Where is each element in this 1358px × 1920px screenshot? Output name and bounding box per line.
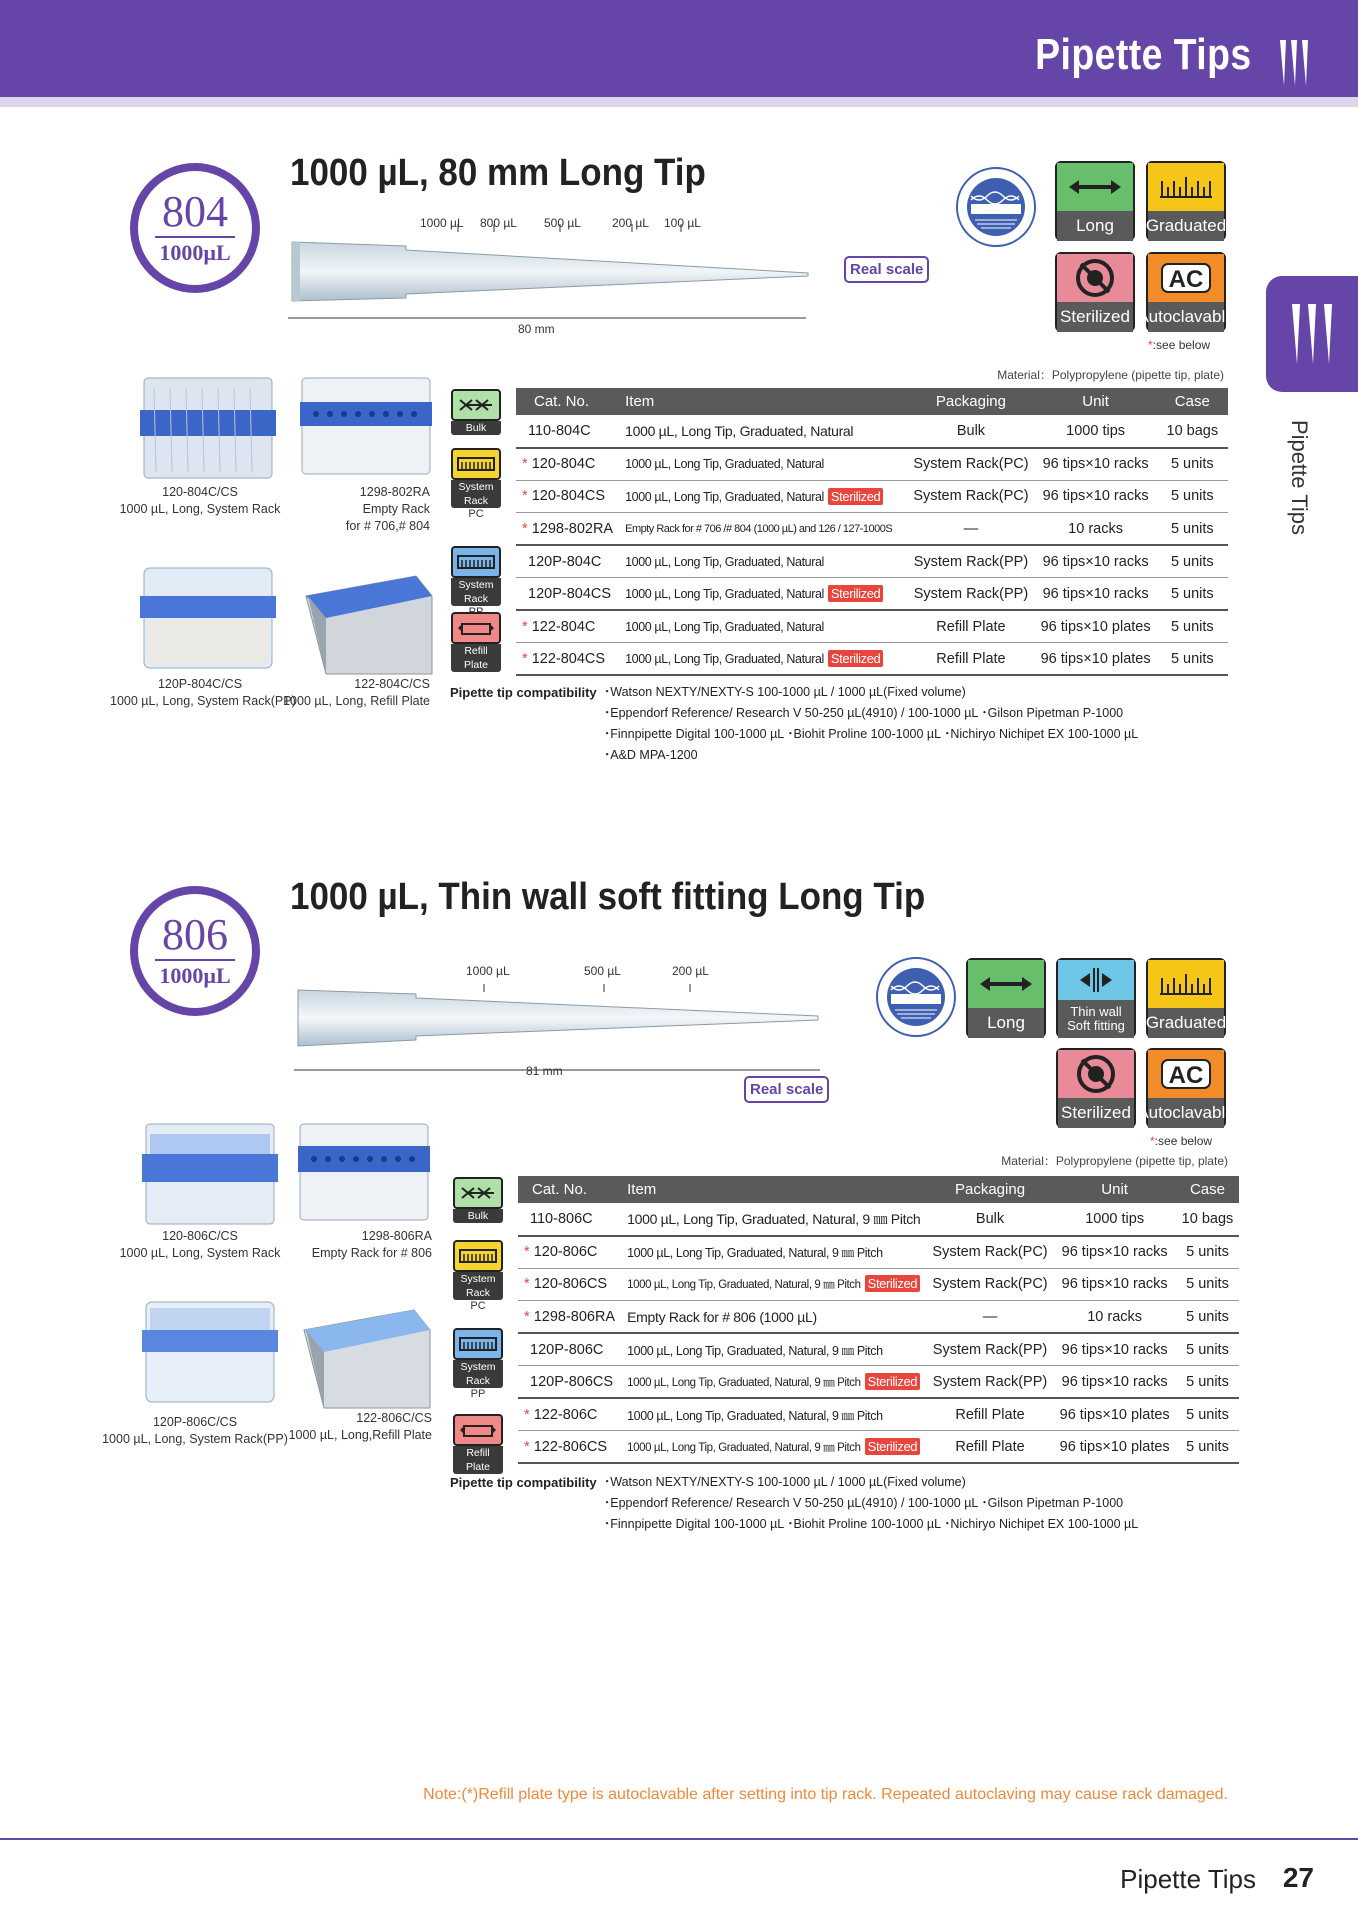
table-row[interactable]: * 122-806CS 1000 µL, Long Tip, Graduated, Natural, 9 ㎜ Pitch Sterilized Refill Plate 96 tips×10 plates 5 units xyxy=(518,1431,1239,1464)
length-label: 81 mm xyxy=(526,1064,563,1078)
thin-wall-soft-fitting-icon: Thin wall Soft fitting xyxy=(1056,958,1136,1038)
side-tab-label: Pipette Tips xyxy=(1287,420,1312,535)
table-row[interactable]: * 122-806C 1000 µL, Long Tip, Graduated, Natural, 9 ㎜ Pitch Refill Plate 96 tips×10 plates 5 units xyxy=(518,1398,1239,1431)
scale-mark: 800 µL xyxy=(480,216,517,230)
table-row[interactable]: * 120-804C 1000 µL, Long Tip, Graduated, Natural System Rack(PC) 96 tips×10 racks 5 units xyxy=(516,448,1228,481)
sterilized-badge: Sterilized xyxy=(865,1275,920,1292)
section-title: 1000 µL, 80 mm Long Tip xyxy=(290,152,706,194)
image-caption: 120-804C/CS 1000 µL, Long, System Rack xyxy=(119,485,281,516)
svg-text:AC: AC xyxy=(1168,266,1204,293)
watson-guaranteed-logo xyxy=(955,166,1037,248)
table-row[interactable]: 120P-804CS 1000 µL, Long Tip, Graduated, Natural Sterilized System Rack(PP) 96 tips×10 racks 5 units xyxy=(516,578,1228,611)
image-caption: 120P-804C/CS 1000 µL, Long, System Rack(PP) xyxy=(110,677,296,708)
side-tab[interactable] xyxy=(1266,276,1358,392)
sterilized-icon: Sterilized xyxy=(1055,252,1135,332)
col-header: Case xyxy=(1176,1176,1240,1203)
table-row[interactable]: 110-806C 1000 µL, Long Tip, Graduated, Natural, 9 ㎜ Pitch Bulk 1000 tips 10 bags xyxy=(518,1203,1239,1236)
table-row[interactable]: * 120-806C 1000 µL, Long Tip, Graduated, Natural, 9 ㎜ Pitch System Rack(PC) 96 tips×10 racks 5 units xyxy=(518,1236,1239,1269)
pipette-tips-icon xyxy=(1290,302,1334,366)
bulk-pkg-icon: Bulk xyxy=(450,389,502,435)
rack-image-120P-804C xyxy=(138,560,278,680)
col-header: Case xyxy=(1157,388,1228,415)
table-row[interactable]: * 122-804C 1000 µL, Long Tip, Graduated, Natural Refill Plate 96 tips×10 plates 5 units xyxy=(516,610,1228,643)
graduated-icon: Graduated xyxy=(1146,161,1226,241)
rack-image-120-804C xyxy=(138,368,278,488)
table-row[interactable]: * 122-804CS 1000 µL, Long Tip, Graduated, Natural Sterilized Refill Plate 96 tips×10 plates 5 units xyxy=(516,643,1228,676)
col-header: Item xyxy=(619,388,907,415)
footer-label: Pipette Tips xyxy=(1120,1864,1256,1894)
pipette-tips-icon xyxy=(1278,38,1310,88)
material-note: Material：Polypropylene (pipette tip, plate) xyxy=(1001,1154,1228,1168)
product-badge-806 xyxy=(130,886,260,1016)
table-row[interactable]: * 120-806CS 1000 µL, Long Tip, Graduated, Natural, 9 ㎜ Pitch Sterilized System Rack(PC) 96 tips×10 racks 5 units xyxy=(518,1268,1239,1301)
table-row[interactable]: 120P-804C 1000 µL, Long Tip, Graduated, Natural System Rack(PP) 96 tips×10 racks 5 units xyxy=(516,545,1228,578)
see-below-note: *:see below xyxy=(1148,338,1211,352)
plate-image-122-804C xyxy=(296,556,436,680)
rack-image-1298-806RA xyxy=(294,1112,434,1232)
image-caption: 120-806C/CS 1000 µL, Long, System Rack xyxy=(119,1229,281,1260)
system-rack-pp-icon: System Rack xyxy=(450,546,502,618)
scale-mark: 100 µL xyxy=(664,216,701,230)
system-rack-pc-icon: System Rack PC xyxy=(452,1240,504,1312)
product-table-804 xyxy=(516,388,1228,676)
watson-guaranteed-logo xyxy=(875,956,957,1038)
compatibility-label: Pipette tip compatibility xyxy=(450,685,597,700)
col-header: Packaging xyxy=(926,1176,1053,1203)
system-rack-pc-icon: System Rack PC xyxy=(450,448,502,520)
bulk-pkg-icon: Bulk xyxy=(452,1177,504,1223)
image-caption: 1298-806RA Empty Rack for # 806 xyxy=(311,1229,432,1260)
footnote: Note:(*)Refill plate type is autoclavable after setting into tip rack. Repeated autoclaving may cause rack damaged. xyxy=(423,1786,1228,1803)
see-below-note: *:see below xyxy=(1150,1134,1213,1148)
table-row[interactable]: 120P-806CS 1000 µL, Long Tip, Graduated, Natural, 9 ㎜ Pitch Sterilized System Rack(PP) 96 tips×10 racks 5 units xyxy=(518,1366,1239,1399)
refill-plate-icon: Refill Plate xyxy=(450,612,502,672)
scale-mark: 1000 µL xyxy=(466,964,510,978)
header-underline xyxy=(0,97,1358,107)
product-table-806 xyxy=(518,1176,1239,1464)
real-scale-badge: Real scale xyxy=(744,1076,829,1103)
header-title: Pipette Tips xyxy=(1035,30,1252,79)
scale-mark: 200 µL xyxy=(612,216,649,230)
page-number: 27 xyxy=(1282,1862,1314,1893)
table-row[interactable]: * 1298-806RA Empty Rack for # 806 (1000 µL) — 10 racks 5 units xyxy=(518,1301,1239,1334)
sterilized-badge: Sterilized xyxy=(828,650,883,667)
footer-divider xyxy=(0,1838,1358,1840)
table-row[interactable]: 110-804C 1000 µL, Long Tip, Graduated, Natural Bulk 1000 tips 10 bags xyxy=(516,415,1228,448)
real-scale-badge: Real scale xyxy=(844,256,929,283)
badge-number: 804 xyxy=(162,187,228,236)
badge-volume: 1000µL xyxy=(159,963,231,988)
table-row[interactable]: * 120-804CS 1000 µL, Long Tip, Graduated, Natural Sterilized System Rack(PC) 96 tips×10 racks 5 units xyxy=(516,480,1228,513)
image-caption: 122-806C/CS 1000 µL, Long,Refill Plate xyxy=(288,1411,432,1442)
sterilized-icon: Sterilized xyxy=(1056,1048,1136,1128)
rack-image-120P-806C xyxy=(140,1294,280,1414)
col-header: Cat. No. xyxy=(516,388,619,415)
col-header: Unit xyxy=(1035,388,1157,415)
scale-mark: 500 µL xyxy=(584,964,621,978)
image-caption: 122-804C/CS 1000 µL, Long, Refill Plate xyxy=(283,677,430,708)
badge-divider xyxy=(155,236,235,238)
graduated-icon: Graduated xyxy=(1146,958,1226,1038)
badge-number: 806 xyxy=(162,910,228,959)
compatibility-list: ･Watson NEXTY/NEXTY-S 100-1000 µL / 1000 µL(Fixed volume) ･Eppendorf Reference/ Research V 50-250 µL(4910) / 100-1000 µL ･Gilson Pipetman P-1000 ･Finnpipette Digital 100-1000 µL ･Biohit Proline 100-1000 µL ･Nichiryo Nichipet EX 100-1000 µL xyxy=(604,1475,1139,1531)
badge-volume: 1000µL xyxy=(159,240,231,265)
scale-mark: 200 µL xyxy=(672,964,709,978)
badge-divider xyxy=(155,959,235,961)
autoclavable-icon: AC Autoclavable xyxy=(1146,1048,1226,1128)
long-icon: Long xyxy=(1055,161,1135,241)
system-rack-pp-icon: System Rack PP xyxy=(452,1328,504,1400)
image-caption: 1298-802RA Empty Rack for # 706,# 804 xyxy=(345,485,430,533)
col-header: Packaging xyxy=(907,388,1034,415)
sterilized-badge: Sterilized xyxy=(828,585,883,602)
product-badge-804 xyxy=(130,163,260,293)
refill-plate-icon: Refill Plate xyxy=(452,1414,504,1474)
compatibility-list: ･Watson NEXTY/NEXTY-S 100-1000 µL / 1000 µL(Fixed volume) ･Eppendorf Reference/ Research V 50-250 µL(4910) / 100-1000 µL ･Gilson Pipetman P-1000 ･Finnpipette Digital 100-1000 µL ･Biohit Proline 100-1000 µL ･Nichiryo Nichipet EX 100-1000 µL ･A&D MPA-1200 xyxy=(604,685,1139,762)
col-header: Unit xyxy=(1054,1176,1176,1203)
plate-image-122-806C xyxy=(294,1290,434,1414)
section-title: 1000 µL, Thin wall soft fitting Long Tip xyxy=(290,876,926,918)
autoclavable-icon: AC Autoclavable xyxy=(1146,252,1226,332)
svg-text:AC: AC xyxy=(1168,1062,1204,1089)
rack-image-1298-802RA xyxy=(296,366,436,486)
scale-mark: 500 µL xyxy=(544,216,581,230)
compatibility-label: Pipette tip compatibility xyxy=(450,1475,597,1490)
long-icon: Long xyxy=(966,958,1046,1038)
sterilized-badge: Sterilized xyxy=(865,1438,920,1455)
col-header: Item xyxy=(621,1176,926,1203)
table-row[interactable]: * 1298-802RA Empty Rack for # 706 /# 804 (1000 µL) and 126 / 127-1000S — 10 racks 5 units xyxy=(516,513,1228,546)
col-header: Cat. No. xyxy=(518,1176,621,1203)
rack-image-120-806C xyxy=(140,1114,280,1234)
sterilized-badge: Sterilized xyxy=(828,488,883,505)
length-label: 80 mm xyxy=(518,322,555,336)
material-note: Material：Polypropylene (pipette tip, plate) xyxy=(997,368,1224,382)
table-row[interactable]: 120P-806C 1000 µL, Long Tip, Graduated, Natural, 9 ㎜ Pitch System Rack(PP) 96 tips×10 racks 5 units xyxy=(518,1333,1239,1366)
image-caption: 120P-806C/CS 1000 µL, Long, System Rack(PP) xyxy=(102,1415,288,1446)
scale-mark: 1000 µL xyxy=(420,216,464,230)
sterilized-badge: Sterilized xyxy=(865,1373,920,1390)
